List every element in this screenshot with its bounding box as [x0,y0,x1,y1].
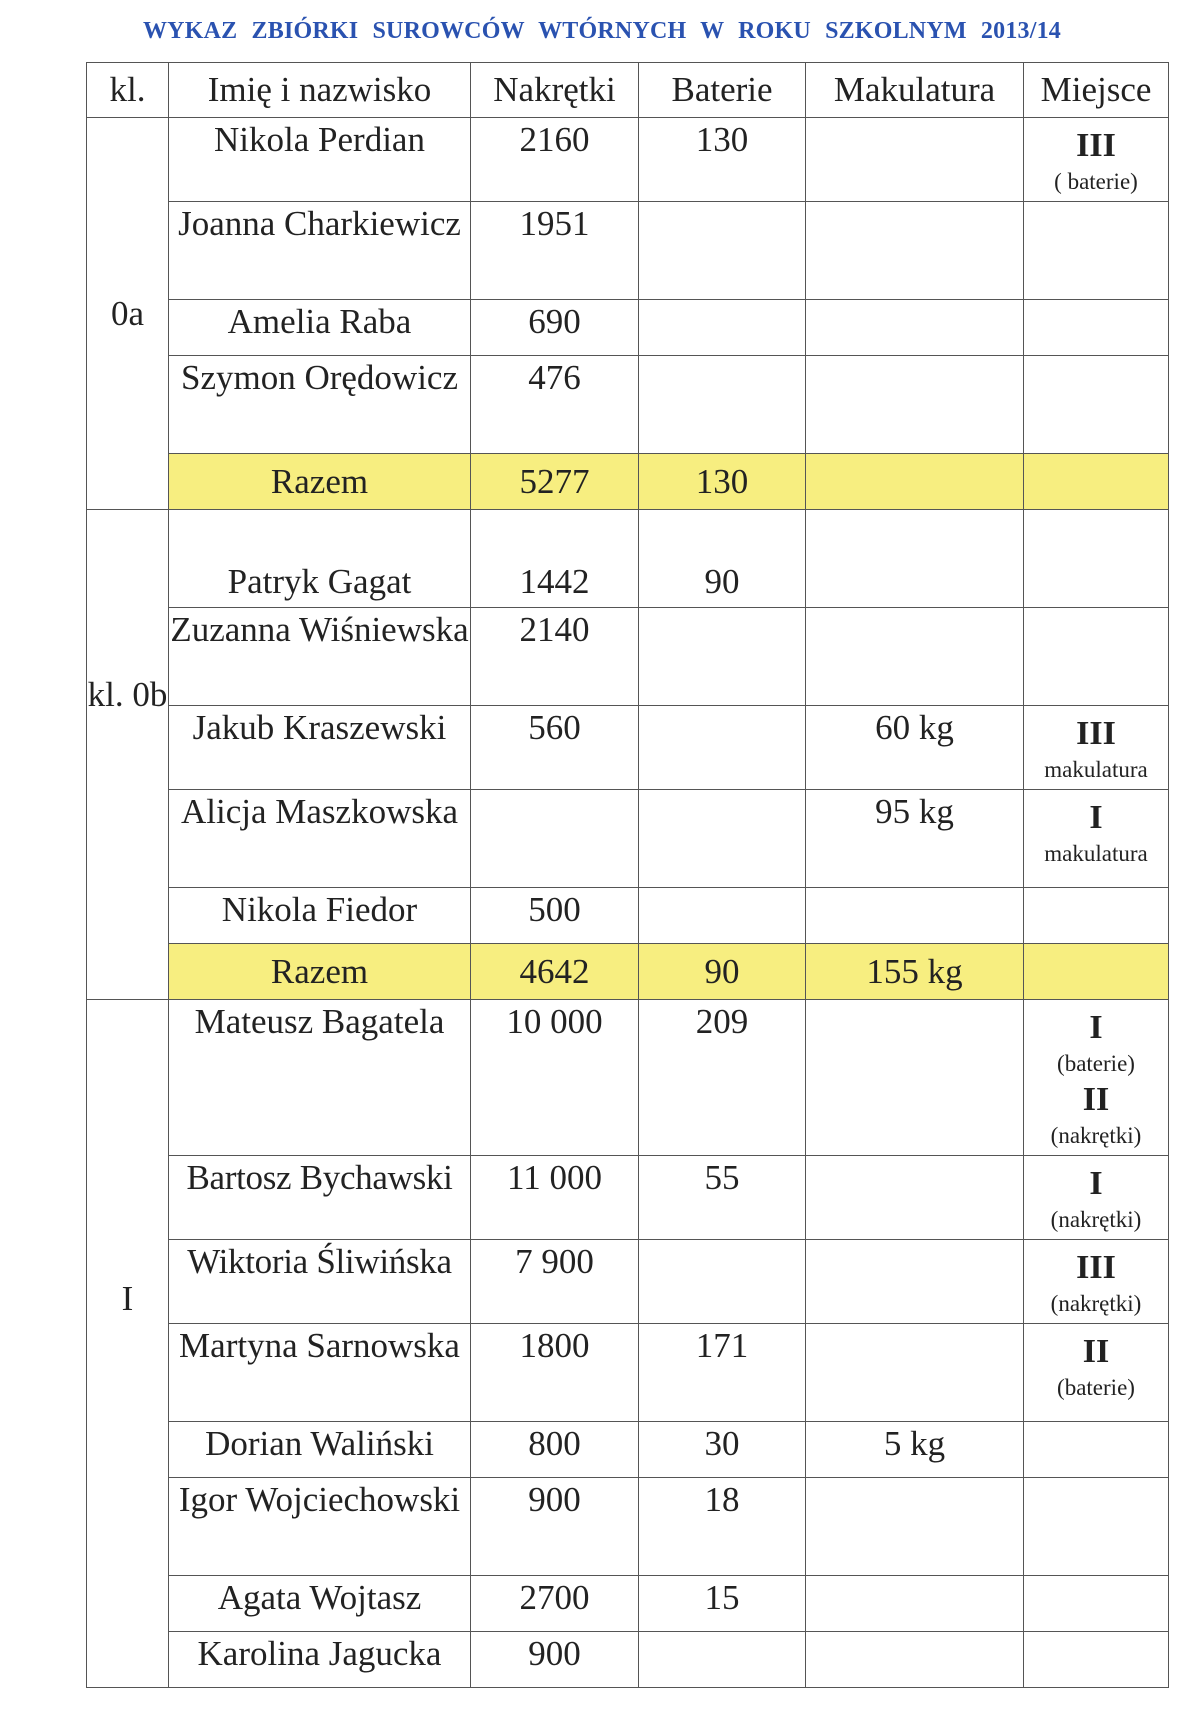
caps-count [471,790,639,888]
place-rank: III [1076,1249,1116,1286]
table-row [87,790,1169,888]
table-row [87,888,1169,944]
place-category: (baterie) [1057,1375,1135,1400]
place-cell [1024,1156,1169,1240]
total-paper [806,454,1024,510]
table-row [87,1576,1169,1632]
header-class: kl. [87,63,169,118]
caps-count: 1442 [471,510,639,608]
table-row [87,608,1169,706]
caps-count: 1800 [471,1324,639,1422]
total-batteries: 90 [639,944,806,1000]
table-row [87,1422,1169,1478]
place-cell [1024,1000,1169,1156]
place-cell [1024,1478,1169,1576]
class-cell: kl. 0b [87,510,169,1000]
batteries-count: 55 [639,1156,806,1240]
place-rank: I [1089,799,1103,836]
place-cell [1024,888,1169,944]
batteries-count [639,790,806,888]
header-name: Imię i nazwisko [169,63,471,118]
batteries-count [639,888,806,944]
caps-count: 560 [471,706,639,790]
total-place [1024,454,1169,510]
place-rank: I [1089,1009,1103,1046]
student-name: Karolina Jagucka [169,1632,471,1688]
place-rank: III [1076,127,1116,164]
total-paper: 155 kg [806,944,1024,1000]
header-place: Miejsce [1024,63,1169,118]
batteries-count: 18 [639,1478,806,1576]
caps-count: 2140 [471,608,639,706]
batteries-count [639,356,806,454]
place-cell [1024,1324,1169,1422]
header-caps: Nakrętki [471,63,639,118]
header-batteries: Baterie [639,63,806,118]
document-title: WYKAZ ZBIÓRKI SUROWCÓW WTÓRNYCH W ROKU SZKOLNYM 2013/14 [142,18,1061,44]
paper-amount [806,1632,1024,1688]
batteries-count: 15 [639,1576,806,1632]
student-name: Nikola Perdian [169,118,471,202]
caps-count: 800 [471,1422,639,1478]
total-caps: 5277 [471,454,639,510]
header-paper: Makulatura [806,63,1024,118]
paper-amount: 60 kg [806,706,1024,790]
paper-amount [806,118,1024,202]
place-cell [1024,706,1169,790]
class-cell: 0a [87,118,169,510]
place-cell [1024,510,1169,608]
table-row [87,1000,1169,1156]
paper-amount [806,202,1024,300]
place-rank: I [1089,1165,1103,1202]
student-name: Wiktoria Śliwińska [169,1240,471,1324]
place-category: (baterie) [1057,1051,1135,1076]
table-row [87,202,1169,300]
place-cell [1024,300,1169,356]
batteries-count [639,300,806,356]
caps-count: 2160 [471,118,639,202]
place-cell [1024,1240,1169,1324]
header-row [87,63,1169,118]
table-row [87,118,1169,202]
student-name: Martyna Sarnowska [169,1324,471,1422]
table-row [87,510,1169,608]
batteries-count: 209 [639,1000,806,1156]
batteries-count [639,202,806,300]
collection-table [86,62,1169,1688]
batteries-count [639,1632,806,1688]
student-name: Bartosz Bychawski [169,1156,471,1240]
paper-amount: 95 kg [806,790,1024,888]
table-row [87,1632,1169,1688]
caps-count: 11 000 [471,1156,639,1240]
batteries-count: 171 [639,1324,806,1422]
total-label: Razem [169,454,471,510]
batteries-count [639,1240,806,1324]
place-cell [1024,1576,1169,1632]
table-row [87,1156,1169,1240]
table-row [87,356,1169,454]
place-rank-second: II [1082,1081,1110,1118]
student-name: Agata Wojtasz [169,1576,471,1632]
caps-count: 900 [471,1478,639,1576]
student-name: Mateusz Bagatela [169,1000,471,1156]
caps-count: 500 [471,888,639,944]
batteries-count: 30 [639,1422,806,1478]
paper-amount [806,1156,1024,1240]
place-category: (nakrętki) [1050,1291,1142,1316]
student-name: Dorian Waliński [169,1422,471,1478]
total-row [87,454,1169,510]
paper-amount [806,608,1024,706]
paper-amount [806,1240,1024,1324]
paper-amount [806,1576,1024,1632]
caps-count: 7 900 [471,1240,639,1324]
caps-count: 900 [471,1632,639,1688]
place-cell [1024,356,1169,454]
table-row [87,300,1169,356]
total-place [1024,944,1169,1000]
place-rank: II [1082,1333,1110,1370]
student-name: Szymon Orędowicz [169,356,471,454]
student-name: Amelia Raba [169,300,471,356]
place-cell [1024,790,1169,888]
place-cell [1024,608,1169,706]
class-cell: I [87,1000,169,1688]
paper-amount: 5 kg [806,1422,1024,1478]
student-name: Joanna Charkiewicz [169,202,471,300]
place-cell [1024,118,1169,202]
place-category-second: (nakrętki) [1050,1123,1142,1148]
table-row [87,1478,1169,1576]
total-row [87,944,1169,1000]
place-category: (nakrętki) [1050,1207,1142,1232]
paper-amount [806,1000,1024,1156]
table-row [87,1240,1169,1324]
caps-count: 1951 [471,202,639,300]
batteries-count [639,608,806,706]
caps-count: 10 000 [471,1000,639,1156]
total-batteries: 130 [639,454,806,510]
place-rank: III [1076,715,1116,752]
place-cell [1024,1422,1169,1478]
student-name: Igor Wojciechowski [169,1478,471,1576]
batteries-count: 130 [639,118,806,202]
place-cell [1024,202,1169,300]
paper-amount [806,300,1024,356]
total-label: Razem [169,944,471,1000]
batteries-count [639,706,806,790]
caps-count: 476 [471,356,639,454]
place-cell [1024,1632,1169,1688]
place-category: makulatura [1044,757,1148,782]
batteries-count: 90 [639,510,806,608]
student-name: Jakub Kraszewski [169,706,471,790]
paper-amount [806,356,1024,454]
paper-amount [806,1478,1024,1576]
student-name: Nikola Fiedor [169,888,471,944]
caps-count: 2700 [471,1576,639,1632]
paper-amount [806,510,1024,608]
table-row [87,1324,1169,1422]
paper-amount [806,888,1024,944]
table-row [87,706,1169,790]
place-category: makulatura [1044,841,1148,866]
paper-amount [806,1324,1024,1422]
caps-count: 690 [471,300,639,356]
student-name: Zuzanna Wiśniewska [169,608,471,706]
student-name: Patryk Gagat [169,510,471,608]
student-name: Alicja Maszkowska [169,790,471,888]
total-caps: 4642 [471,944,639,1000]
place-category: ( baterie) [1054,169,1138,194]
